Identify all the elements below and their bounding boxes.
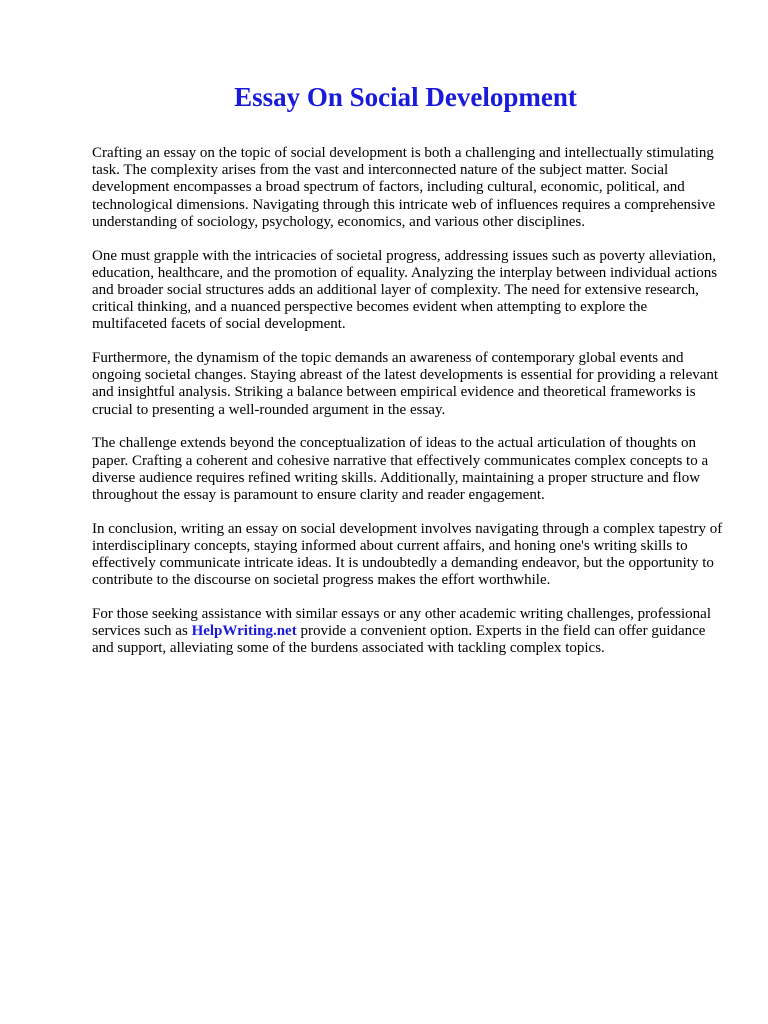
essay-body <box>92 145 724 674</box>
paragraph-4: The challenge extends beyond the conceptualization of ideas to the actual articulation of thoughts on paper. Crafting a coherent and cohesive narrative that effectively communicates complex concepts to a diverse audience requires refined writing skills. Additionally, maintaining a proper structure and flow throughout the essay is paramount to ensure clarity and reader engagement. <box>92 435 709 503</box>
paragraph-5: In conclusion, writing an essay on social development involves navigating through a complex tapestry of interdisciplinary concepts, staying informed about current affairs, and honing one's writing skills to effectively communicate intricate ideas. It is undoubtedly a demanding endeavor, but the opportunity to contribute to the discourse on societal progress makes the effort worthwhile. <box>92 520 723 589</box>
paragraph-3: Furthermore, the dynamism of the topic demands an awareness of contemporary global events and ongoing societal changes. Staying abreast of the latest developments is essential for providing a relevant and insightful analysis. Striking a balance between empirical evidence and theoretical frameworks is crucial to presenting a well-rounded argument in the essay. <box>92 350 719 418</box>
paragraph-2: One must grapple with the intricacies of societal progress, addressing issues such as poverty alleviation, education, healthcare, and the promotion of equality. Analyzing the interplay between individual actions and broader social structures adds an additional layer of complexity. The need for extensive research, critical thinking, and a nuanced perspective becomes evident when attempting to explore the multifaceted facets of social development. <box>92 247 718 333</box>
paragraph-6-after-link: provide a convenient option. Experts in the field can offer guidance and support, alleviating some of the burdens associated with tackling complex topics. <box>92 623 706 657</box>
helpwriting-link[interactable]: HelpWriting.net <box>191 623 297 640</box>
page-title: Essay On Social Development <box>234 82 577 112</box>
paragraph-6 <box>92 606 724 658</box>
paragraph-6-before-link: For those seeking assistance with similar essays or any other academic writing challenges, professional services such as <box>92 605 711 640</box>
paragraph-1: Crafting an essay on the topic of social development is both a challenging and intellectually stimulating task. The complexity arises from the vast and interconnected nature of the subject matter. Social development encompasses a broad spectrum of factors, including cultural, economic, political, and technological dimensions. Navigating through this intricate web of influences requires a comprehensive understanding of sociology, psychology, economics, and various other disciplines. <box>92 145 716 230</box>
